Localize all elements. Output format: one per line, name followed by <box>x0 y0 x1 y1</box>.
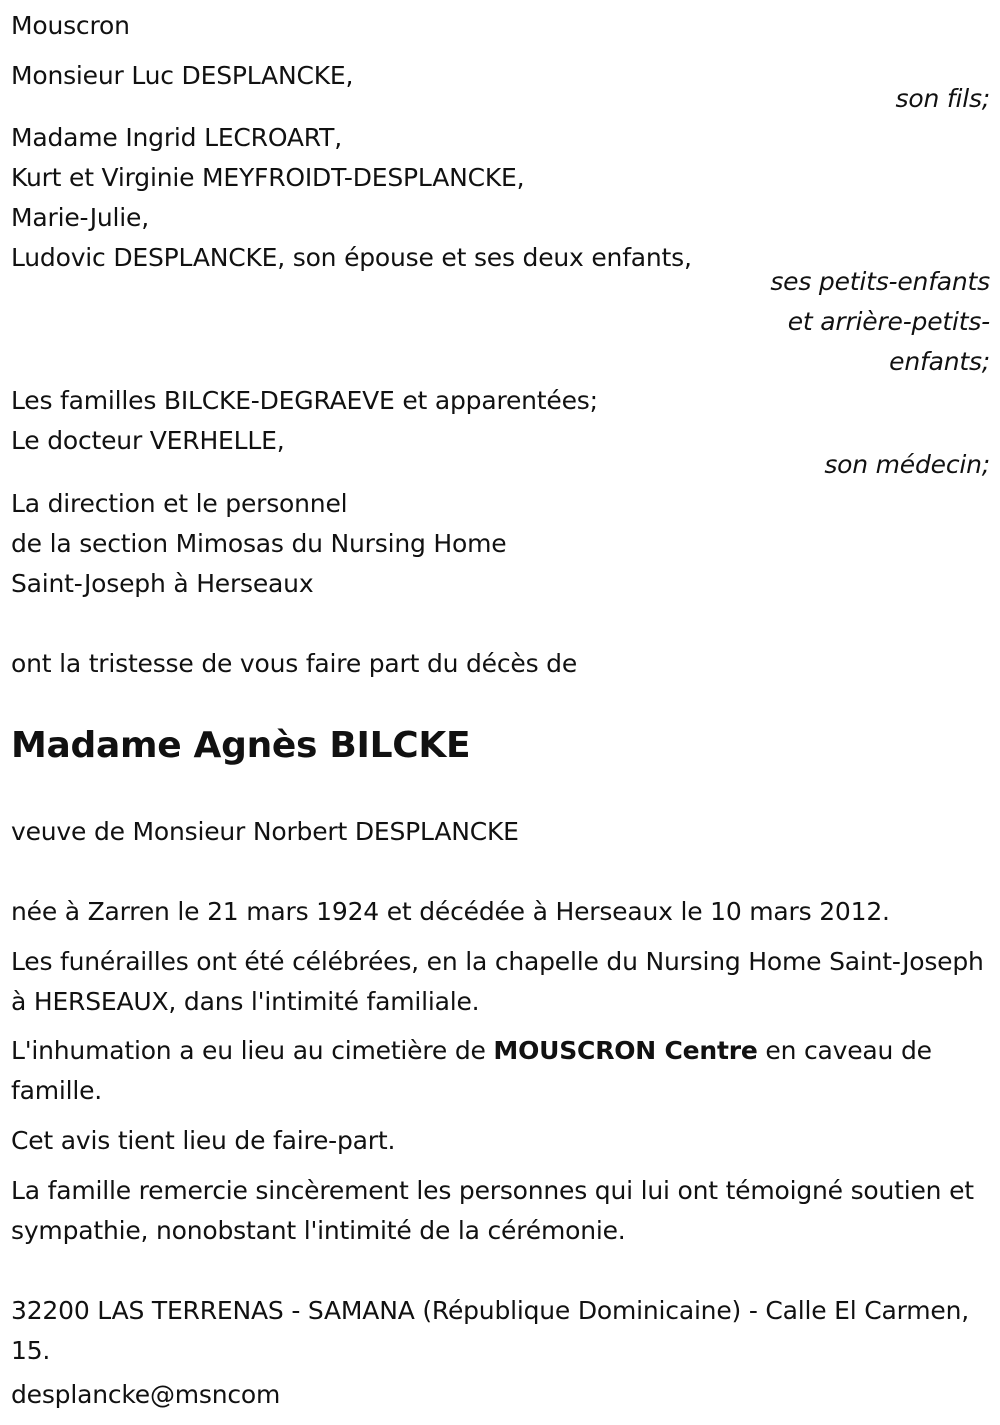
relation-label: son fils; <box>895 84 990 113</box>
relation-label: enfants; <box>889 347 990 376</box>
thanks-paragraph: La famille remercie sincèrement les personnes qui lui ont témoigné soutien et sympathie, nonobstant l'intimité de la cérémonie. <box>11 1176 974 1245</box>
family-line: La direction et le personnel <box>11 489 348 518</box>
relation-label: et arrière-petits- <box>787 307 990 336</box>
spouse-line: veuve de Monsieur Norbert DESPLANCKE <box>11 817 519 846</box>
relation-label: son médecin; <box>824 450 990 479</box>
family-line: Les familles BILCKE-DEGRAEVE et apparentées; <box>11 386 598 415</box>
family-line: Saint-Joseph à Herseaux <box>11 569 314 598</box>
burial-text-end: en caveau de famille. <box>11 1036 932 1105</box>
funeral-paragraph: Les funérailles ont été célébrées, en la chapelle du Nursing Home Saint-Joseph à HERSEAUX, dans l'intimité familiale. <box>11 947 984 1016</box>
contact-email: desplancke@msncom <box>11 1380 281 1409</box>
life-dates: née à Zarren le 21 mars 1924 et décédée à Herseaux le 10 mars 2012. <box>11 897 890 926</box>
family-line: Kurt et Virginie MEYFROIDT-DESPLANCKE, <box>11 163 525 192</box>
burial-paragraph <box>11 1031 986 1111</box>
family-line: Marie-Julie, <box>11 203 149 232</box>
family-line: Madame Ingrid LECROART, <box>11 123 342 152</box>
burial-text: L'inhumation a eu lieu au cimetière de <box>11 1036 494 1065</box>
family-line: Le docteur VERHELLE, <box>11 426 285 455</box>
city-heading: Mouscron <box>11 11 130 40</box>
family-line: de la section Mimosas du Nursing Home <box>11 529 507 558</box>
contact-address: 32200 LAS TERRENAS - SAMANA (République Dominicaine) - Calle El Carmen, 15. <box>11 1296 970 1365</box>
relation-label: ses petits-enfants <box>770 267 990 296</box>
family-line: Ludovic DESPLANCKE, son épouse et ses deux enfants, <box>11 243 692 272</box>
notice-line: Cet avis tient lieu de faire-part. <box>11 1126 396 1155</box>
announcement-text: ont la tristesse de vous faire part du décès de <box>11 649 578 678</box>
burial-place: MOUSCRON Centre <box>493 1036 758 1065</box>
family-line: Monsieur Luc DESPLANCKE, <box>11 61 354 90</box>
deceased-name: Madame Agnès BILCKE <box>11 725 471 766</box>
